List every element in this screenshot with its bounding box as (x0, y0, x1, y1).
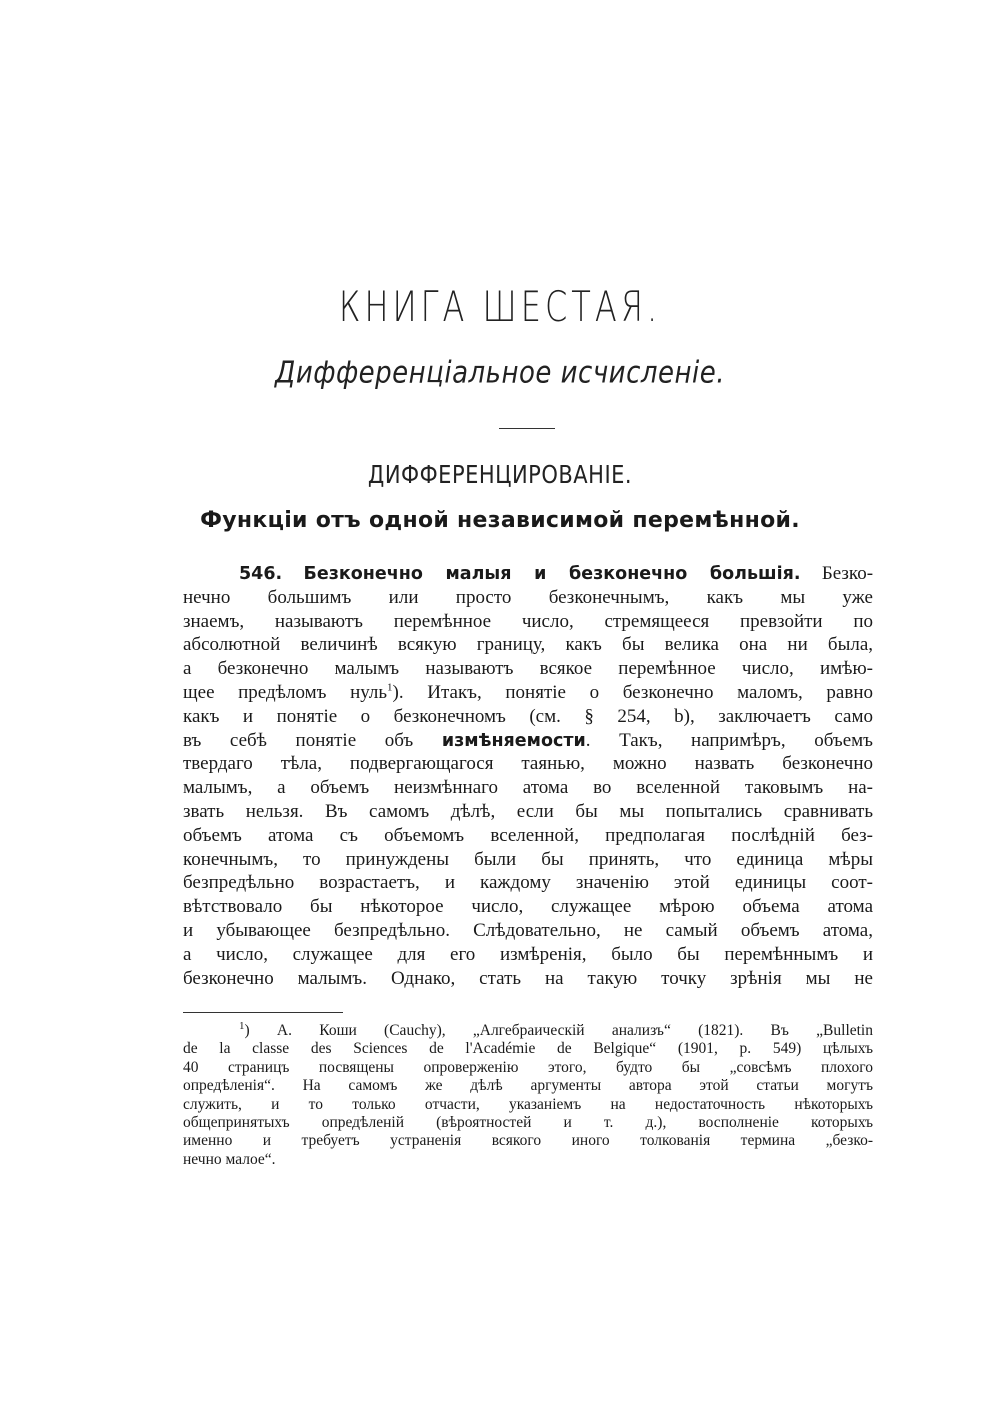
footnote-line: 40 страницъ посвящены опроверженію этого, будто бы „совсѣмъ плохого (183, 1058, 873, 1076)
footnote-marker: 1 (239, 1019, 245, 1032)
footnote-text: ) А. Коши (Cauchy), „Алгебраическій анализъ“ (1821). Въ „Bulletin (244, 1022, 873, 1039)
paragraph-line: твердаго тѣла, подвергающагося таянью, можно назвать безконечно (183, 753, 873, 775)
paragraph-line (183, 681, 873, 705)
paragraph-line: безконечно малымъ. Однако, стать на такую точку зрѣнія мы не (183, 967, 873, 989)
subsection-heading: Функціи отъ одной независимой перемѣнной. (200, 508, 800, 533)
paragraph-line: знаемъ, называютъ перемѣнное число, стремящееся превзойти по (183, 610, 873, 632)
paragraph-number: 546. (239, 564, 283, 584)
book-subtitle: Дифференціальное исчисленіе. (275, 356, 725, 391)
footnote-line: именно и требуетъ устраненія всякого иного толкованія термина „безко- (183, 1132, 873, 1150)
paragraph-line (183, 562, 873, 586)
paragraph-line: абсолютной величинѣ всякую границу, какъ бы велика она ни была, (183, 634, 873, 656)
paragraph-text: щее предѣломъ нуль (183, 681, 388, 703)
paragraph-line: и убывающее безпредѣльно. Слѣдовательно, не самый объемъ атома, (183, 919, 873, 941)
paragraph-line: какъ и понятіе о безконечномъ (см. § 254, b), заключаетъ само (183, 705, 873, 727)
footnote-reference: 1 (387, 681, 393, 694)
footnote-line: опредѣленія“. На самомъ же дѣлѣ аргументы автора этой статьи могутъ (183, 1077, 873, 1095)
footnote-line: служить, и то только отчасти, указаніемъ на недостаточность нѣкоторыхъ (183, 1095, 873, 1113)
paragraph-text: въ себѣ понятіе объ (183, 729, 442, 751)
paragraph-line: безпредѣльно возрастаетъ, и каждому значенію этой единицы соот- (183, 872, 873, 894)
footnote-rule (183, 1012, 343, 1013)
paragraph-line: объемъ атома съ объемомъ вселенной, предполагая послѣдній без- (183, 824, 873, 846)
footnote (183, 1019, 873, 1169)
footnote-line (183, 1019, 873, 1040)
paragraph-line: звать нельзя. Въ самомъ дѣлѣ, если бы мы попытались сравнивать (183, 800, 873, 822)
paragraph-line: малымъ, а объемъ неизмѣннаго атома во вселенной таковымъ на- (183, 777, 873, 799)
paragraph-line: вѣтствовало бы нѣкоторое число, служащее мѣрою объема атома (183, 896, 873, 918)
paragraph-text: . Такъ, напримѣръ, объемъ (585, 729, 874, 751)
footnote-line: нечно малое“. (183, 1150, 276, 1168)
title-divider (499, 428, 555, 429)
paragraph-text: Безко- (821, 563, 874, 584)
paragraph-line (183, 729, 873, 753)
section-heading: ДИФФЕРЕНЦИРОВАНІЕ. (367, 460, 633, 489)
paragraph-title: Безконечно малыя и безконечно большія. (303, 564, 801, 584)
footnote-line: de la classe des Sciences de l'Académie de Belgique“ (1901, p. 549) цѣлыхъ (183, 1040, 873, 1058)
paragraph-line: а число, служащее для его измѣренія, было бы перемѣннымъ и (183, 943, 873, 965)
paragraph-line: нечно большимъ или просто безконечнымъ, какъ мы уже (183, 586, 873, 608)
paragraph-line: конечнымъ, то принуждены были бы принять, что единица мѣры (183, 848, 873, 870)
footnote-line: общепринятыхъ опредѣленій (вѣроятностей и т. д.), восполненіе которыхъ (183, 1113, 873, 1131)
main-paragraph (183, 562, 873, 990)
book-title: КНИГА ШЕСТАЯ. (338, 282, 662, 332)
paragraph-line: а безконечно малымъ называютъ всякое перемѣнное число, имѣю- (183, 658, 873, 680)
emphasized-term: измѣняемости (441, 730, 586, 751)
paragraph-text: ). Итакъ, понятіе о безконечно маломъ, равно (392, 681, 873, 703)
